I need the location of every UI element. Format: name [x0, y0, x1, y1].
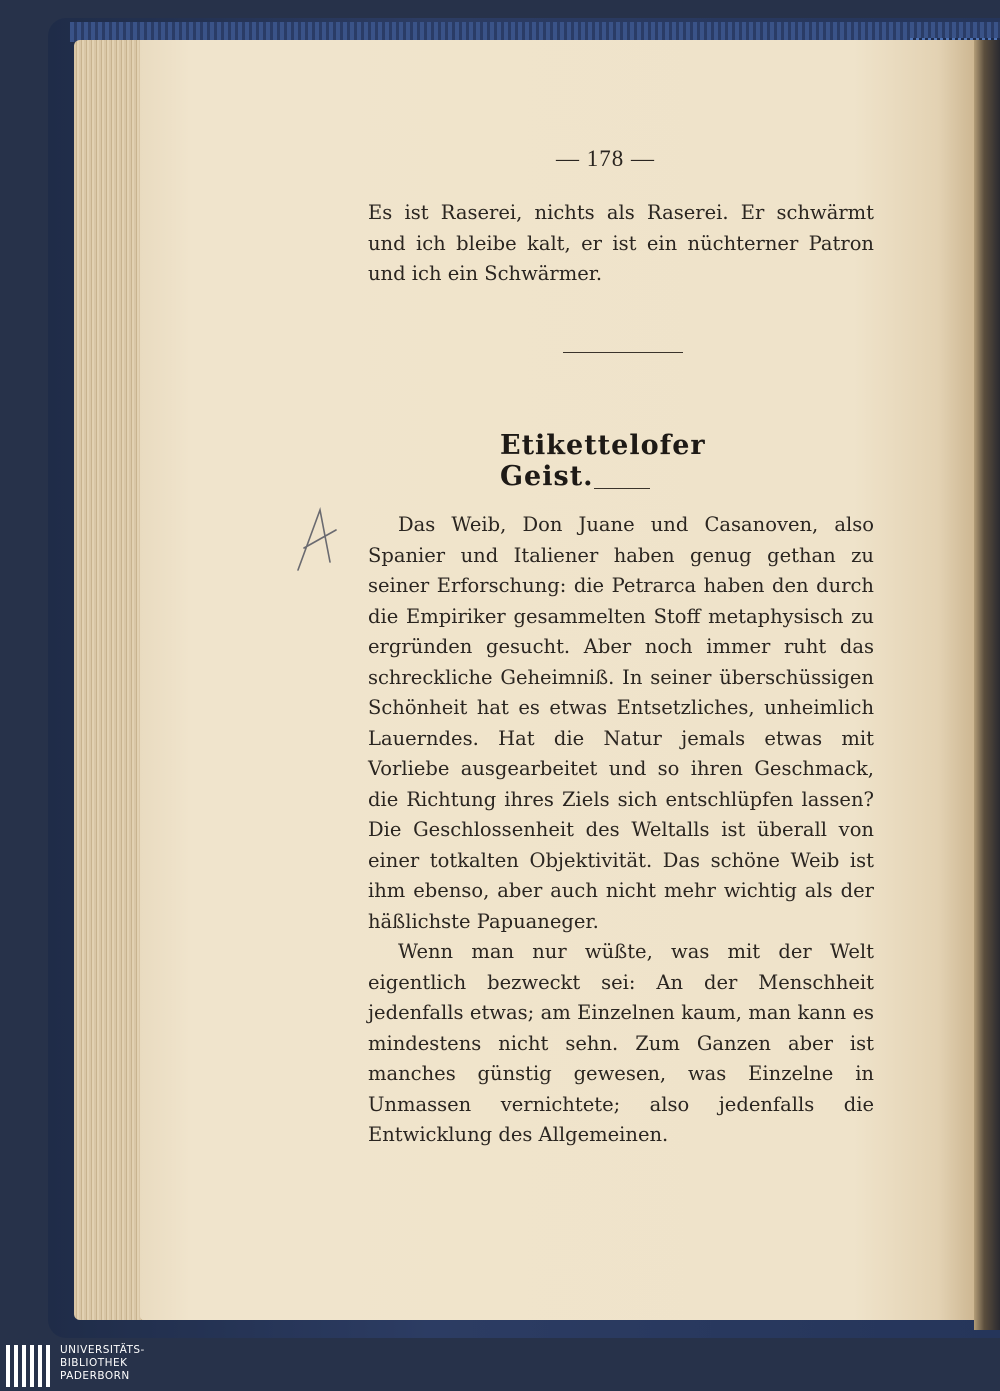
library-logo — [0, 1340, 200, 1391]
library-logo-text — [60, 1344, 145, 1383]
logo-line-3: PADERBORN — [60, 1370, 130, 1382]
cover-binding-top — [70, 22, 1000, 42]
margin-pencil-mark — [290, 500, 350, 580]
intro-text — [368, 198, 874, 290]
section-heading: Etikettelofer Geist. — [500, 430, 706, 492]
body-text — [368, 510, 874, 1151]
book-gutter — [974, 40, 1000, 1330]
intro-paragraph: Es ist Raserei, nichts als Raserei. Er schwärmt und ich bleibe kalt, er ist ein nüchterner Patron und ich ein Schwärmer. — [368, 201, 874, 285]
heading-underline — [594, 488, 650, 489]
logo-line-1: UNIVERSITÄTS- — [60, 1344, 145, 1356]
body-paragraph-2: Wenn man nur wüßte, was mit der Welt eigentlich bezweckt sei: An der Menschheit jedenfalls etwas; am Einzelnen kaum, man kann es mindestens nicht sehn. Zum Ganzen aber ist manches günstig gewesen, was Einzelne in Unmassen vernichtete; also jedenfalls die Entwicklung des Allgemeinen. — [368, 940, 874, 1146]
library-logo-icon — [6, 1345, 52, 1387]
body-paragraph-1: Das Weib, Don Juane und Casanoven, also Spanier und Italiener haben genug gethan zu seiner Erforschung: die Petrarca haben den durch die Empiriker gesammelten Stoff metaphysisch zu ergründen gesucht. Aber noch immer ruht das schreckliche Geheimniß. In seiner überschüssigen Schönheit hat es etwas Entsetzliches, unheimlich Lauerndes. Hat die Natur jemals etwas mit Vorliebe ausgearbeitet und so ihren Geschmack, die Richtung ihres Ziels sich entschlüpfen lassen? Die Geschlossenheit des Weltalls ist überall von einer totkalten Objektivität. Das schöne Weib ist ihm ebenso, aber auch nicht mehr wichtig als der häßlichste Papuaneger. — [368, 513, 874, 933]
page-number: — 178 — — [556, 146, 655, 171]
logo-line-2: BIBLIOTHEK — [60, 1357, 128, 1369]
section-divider — [563, 352, 683, 353]
